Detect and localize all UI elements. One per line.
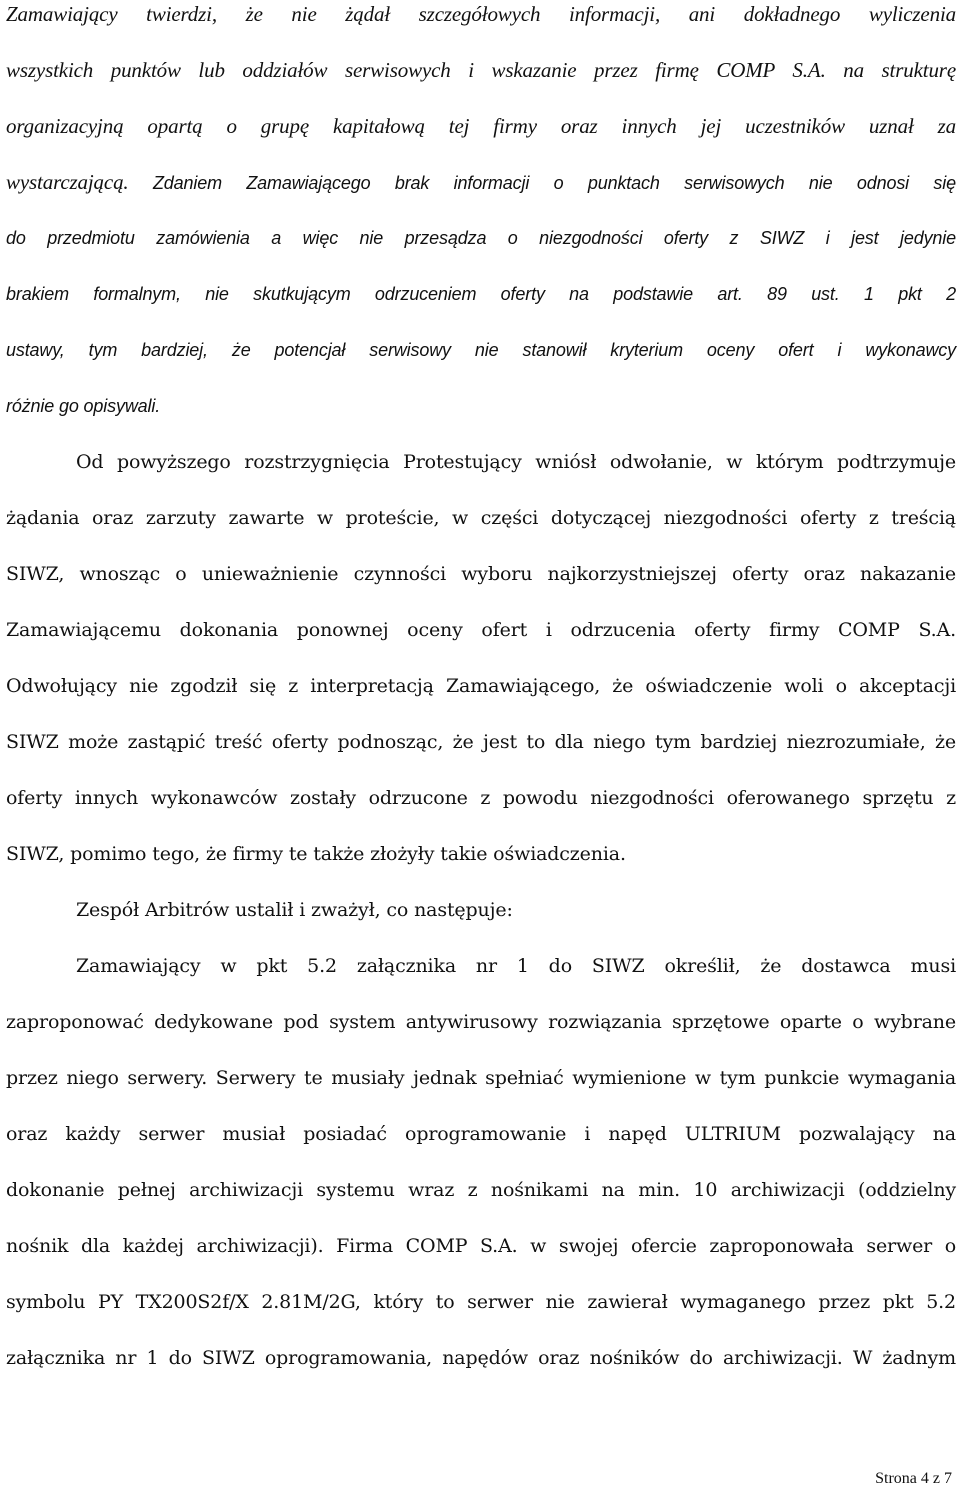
- text-line: Zamawiający w pkt 5.2 załącznika nr 1 do SIWZ określił, że dostawca musi: [76, 955, 956, 977]
- text-line: Zamawiającemu dokonania ponownej oceny ofert i odrzucenia oferty firmy COMP S.A.: [6, 619, 956, 641]
- text-line: organizacyjną opartą o grupę kapitałową tej firmy oraz innych jej uczestników uznał za: [6, 114, 956, 138]
- page-number: Strona 4 z 7: [875, 1470, 952, 1487]
- text-line: zaproponować dedykowane pod system antywirusowy rozwiązania sprzętowe oparte o wybrane: [6, 1011, 956, 1033]
- text-line: wystarczającą. Zdaniem Zamawiającego brak informacji o punktach serwisowych nie odnosi się: [6, 170, 956, 194]
- text-line: do przedmiotu zamówienia a więc nie przesądza o niezgodności oferty z SIWZ i jest jedynie: [6, 228, 956, 248]
- text-line: wszystkich punktów lub oddziałów serwisowych i wskazanie przez firmę COMP S.A. na strukturę: [6, 58, 956, 82]
- text-line: różnie go opisywali.: [6, 396, 161, 416]
- text-line: dokonanie pełnej archiwizacji systemu wraz z nośnikami na min. 10 archiwizacji (oddzielny: [6, 1179, 956, 1201]
- text-line: ustawy, tym bardziej, że potencjał serwisowy nie stanowił kryterium oceny ofert i wykonawcy: [6, 340, 956, 360]
- text-line: symbolu PY TX200S2f/X 2.81M/2G, który to serwer nie zawierał wymaganego przez pkt 5.2: [6, 1291, 956, 1313]
- text-line: oraz każdy serwer musiał posiadać oprogramowanie i napęd ULTRIUM pozwalający na: [6, 1123, 956, 1145]
- text-line: Od powyższego rozstrzygnięcia Protestujący wniósł odwołanie, w którym podtrzymuje: [76, 451, 956, 473]
- text-line: SIWZ, wnosząc o unieważnienie czynności wyboru najkorzystniejszej oferty oraz nakazanie: [6, 563, 956, 585]
- text-line: brakiem formalnym, nie skutkującym odrzuceniem oferty na podstawie art. 89 ust. 1 pkt 2: [6, 284, 956, 304]
- text-line: oferty innych wykonawców zostały odrzucone z powodu niezgodności oferowanego sprzętu z: [6, 787, 956, 809]
- text-line: przez niego serwery. Serwery te musiały jednak spełniać wymienione w tym punkcie wymagania: [6, 1067, 956, 1089]
- text-line: załącznika nr 1 do SIWZ oprogramowania, napędów oraz nośników do archiwizacji. W żadnym: [6, 1347, 956, 1369]
- text-line: SIWZ może zastąpić treść oferty podnosząc, że jest to dla niego tym bardziej niezrozumiałe, że: [6, 731, 956, 753]
- text-line: Zamawiający twierdzi, że nie żądał szczegółowych informacji, ani dokładnego wyliczenia: [6, 2, 956, 26]
- text-line: SIWZ, pomimo tego, że firmy te także złożyły takie oświadczenia.: [6, 843, 626, 865]
- text-line: nośnik dla każdej archiwizacji). Firma COMP S.A. w swojej ofercie zaproponowała serwer o: [6, 1235, 956, 1257]
- section-heading: Zespół Arbitrów ustalił i zważył, co następuje:: [76, 899, 513, 921]
- text-line: Odwołujący nie zgodził się z interpretacją Zamawiającego, że oświadczenie woli o akceptacji: [6, 675, 956, 697]
- text-line: żądania oraz zarzuty zawarte w proteście, w części dotyczącej niezgodności oferty z treścią: [6, 507, 956, 529]
